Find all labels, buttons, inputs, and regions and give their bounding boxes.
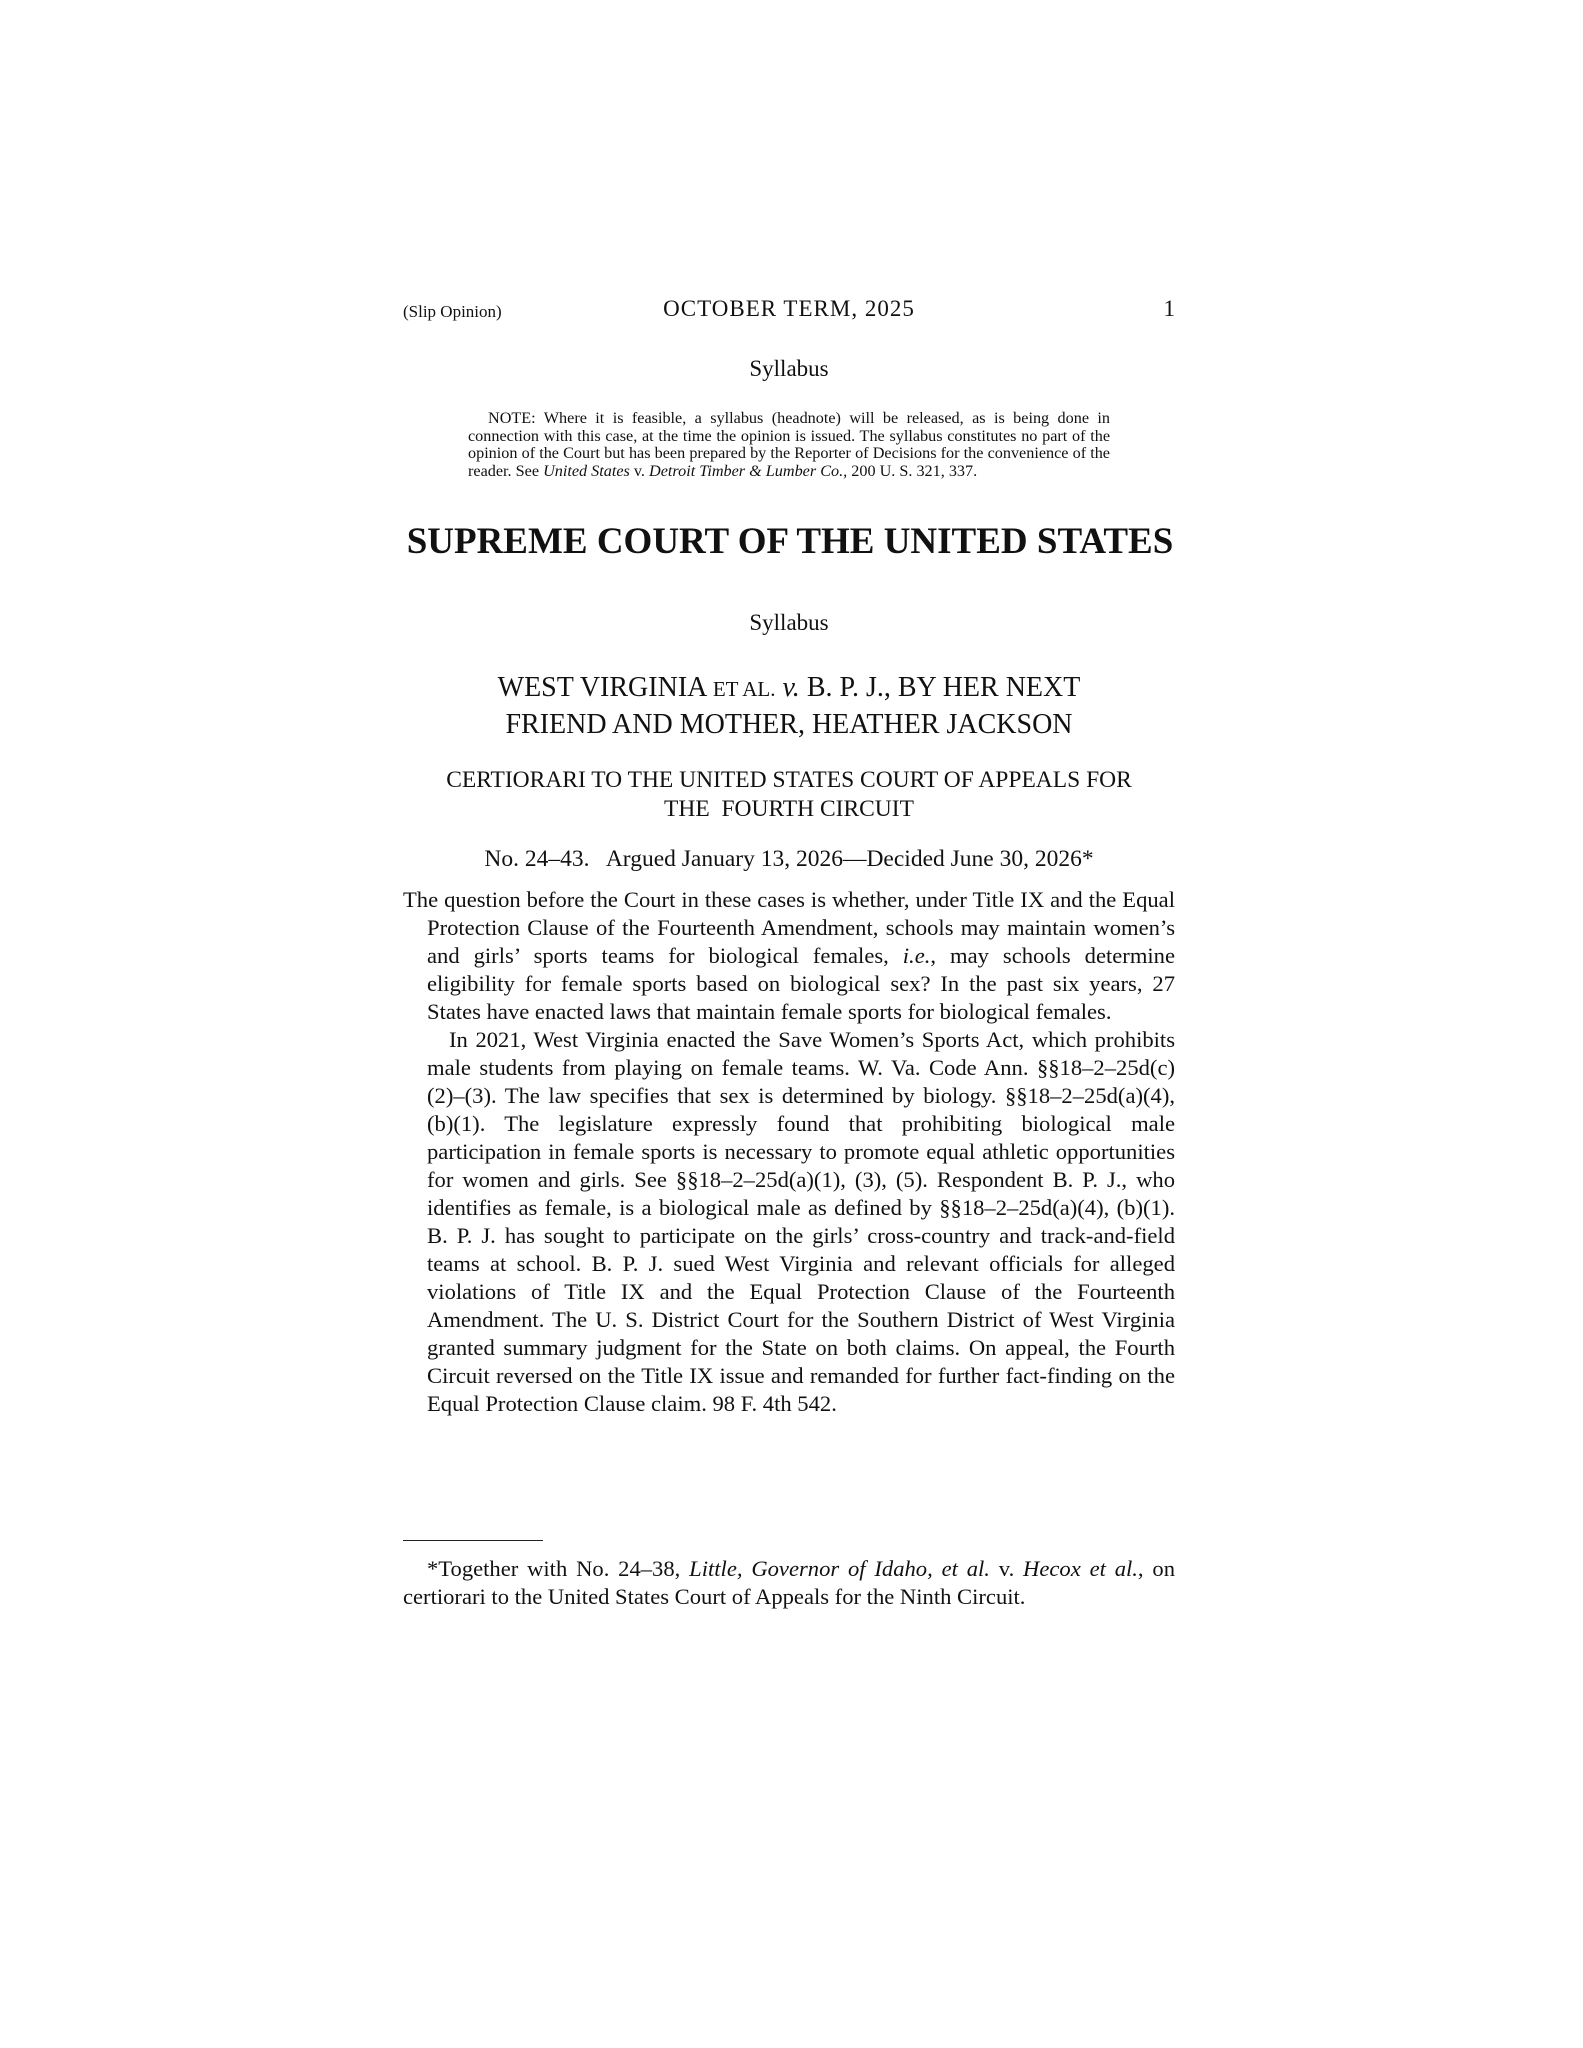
syllabus-heading: Syllabus xyxy=(749,610,829,635)
caption-versus: v. xyxy=(775,672,800,703)
ie-abbrev: i.e. xyxy=(902,943,931,968)
term-label: OCTOBER TERM, 2025 xyxy=(663,296,915,321)
docket-argued-decided: No. 24–43. Argued January 13, 2026—Decided June 30, 2026* xyxy=(484,846,1094,872)
page-number: 1 xyxy=(1163,296,1175,321)
caption-line-1: WEST VIRGINIA ET AL. v. B. P. J., BY HER NEXT xyxy=(497,672,1081,703)
certiorari-heading xyxy=(403,766,1175,824)
footnote: *Together with No. 24–38, Little, Governor of Idaho, et al. v. Hecox et al., on certiorari to the United States Court of Appeals for the Ninth Circuit. xyxy=(403,1556,1175,1609)
note-case-name-2: Detroit Timber & Lumber Co., xyxy=(649,461,848,480)
note-case-name-1: United States xyxy=(543,461,630,480)
certiorari-line-2: THE FOURTH CIRCUIT xyxy=(664,796,914,822)
note-text: NOTE: Where it is feasible, a syllabus (headnote) will be released, as is being done in connection with this case, at the time the opinion is issued. The syllabus constitutes no part of the opinion of the Court but has been prepared by the Reporter of Decisions for the convenience of the reader. See xyxy=(468,409,1110,480)
certiorari-line-1: CERTIORARI TO THE UNITED STATES COURT OF APPEALS FOR xyxy=(446,767,1132,793)
syllabus-paragraph-2: In 2021, West Virginia enacted the Save Women’s Sports Act, which prohibits male students from playing on female teams. W. Va. Code Ann. §§18–2–25d(c)(2)–(3). The law specifies that sex is determined by biology. §§18–2–25d(a)(4), (b)(1). The legislature expressly found that prohibiting biological male participation in female sports is necessary to promote equal athletic opportunities for women and girls. See §§18–2–25d(a)(1), (3), (5). Respondent B. P. J., who identifies as female, is a biological male as defined by §§18–2–25d(a)(4), (b)(1). B. P. J. has sought to participate on the girls’ cross-country and track-and-field teams at school. B. P. J. sued West Virginia and relevant officials for alleged violations of Title IX and the Equal Protection Clause of the Fourteenth Amendment. The U. S. District Court for the Southern District of West Virginia granted summary judgment for the State on both claims. On appeal, the Fourth Circuit reversed on the Title IX issue and remanded for further fact-finding on the Equal Protection Clause claim. 98 F. 4th 542. xyxy=(427,1027,1175,1416)
footnote-case-2: Hecox et al. xyxy=(1023,1556,1138,1581)
syllabus-heading-top: Syllabus xyxy=(749,356,829,381)
reporter-note xyxy=(468,410,1110,480)
court-title: SUPREME COURT OF THE UNITED STATES xyxy=(406,521,1174,562)
footnote-divider xyxy=(403,1540,543,1541)
running-head xyxy=(403,296,1175,326)
slip-opinion-label: (Slip Opinion) xyxy=(403,302,502,321)
caption-line-2: FRIEND AND MOTHER, HEATHER JACKSON xyxy=(505,709,1073,740)
note-versus: v. xyxy=(629,461,650,480)
syllabus-body xyxy=(403,886,1175,1418)
caption-et-al: ET AL. xyxy=(712,677,776,701)
syllabus-paragraph-1: The question before the Court in these cases is whether, under Title IX and the Equal Protection Clause of the Fourteenth Amendment, schools may maintain women’s and girls’ sports teams for biological females, i.e., may schools determine eligibility for female sports based on biological sex? In the past six years, 27 States have enacted laws that maintain female sports for biological females. xyxy=(403,887,1175,1024)
case-caption xyxy=(403,670,1175,743)
note-citation: 200 U. S. 321, 337. xyxy=(847,461,978,480)
footnote-case-1: Little, Governor of Idaho, et al. xyxy=(689,1556,990,1581)
